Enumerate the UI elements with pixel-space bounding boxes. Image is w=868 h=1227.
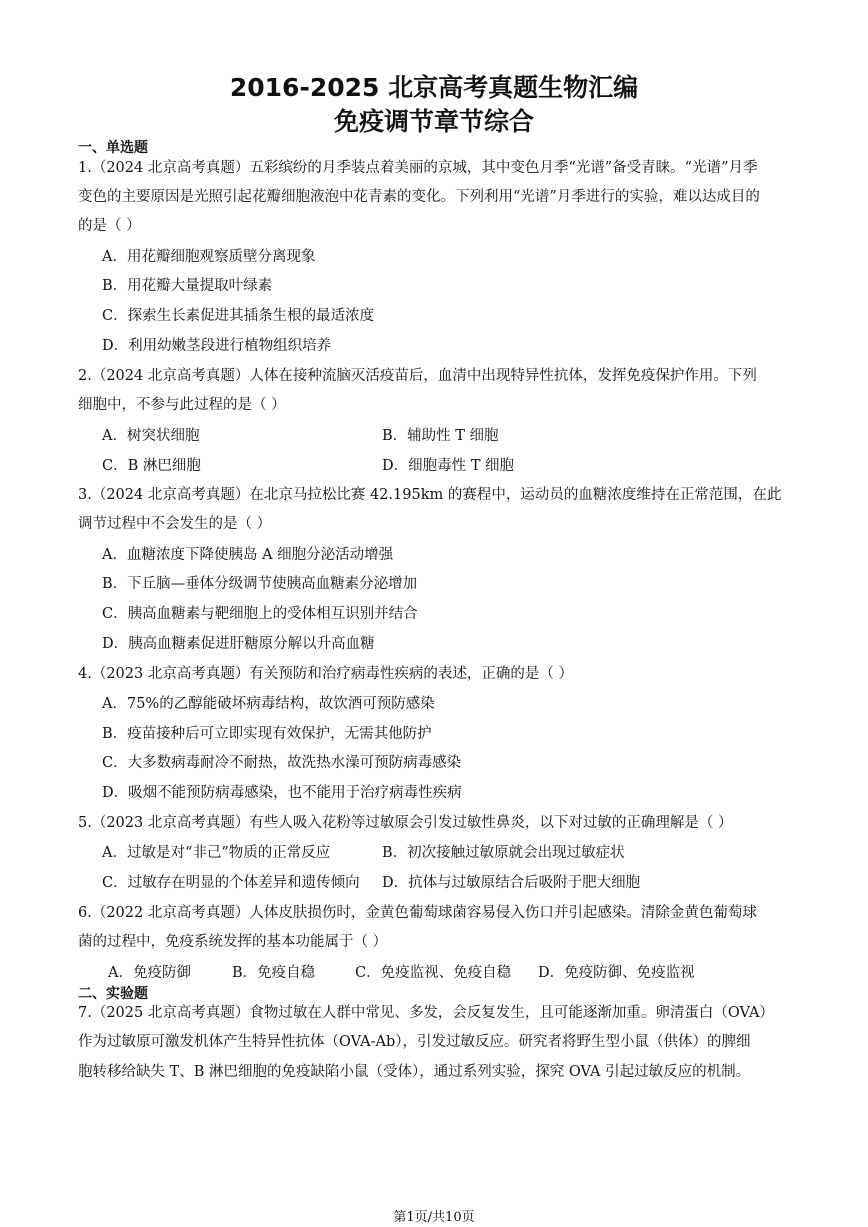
question-2-line-1: 2.（2024 北京高考真题）人体在接种流脑灭活疫苗后，血清中出现特异性抗体，发挥免疫保护作用。下列 [78,368,757,384]
question-1-line-3: 的是（ ） [78,218,141,234]
question-1-line-2: 变色的主要原因是光照引起花瓣细胞液泡中花青素的变化。下列利用“光谱”月季进行的实验，难以达成目的 [78,189,760,205]
question-3-option-b: B．下丘脑—垂体分级调节使胰高血糖素分泌增加 [102,576,418,592]
question-1-option-d: D．利用幼嫩茎段进行植物组织培养 [102,338,332,354]
question-3-line-1: 3.（2024 北京高考真题）在北京马拉松比赛 42.195km 的赛程中，运动员的血糖浓度维持在正常范围，在此 [78,487,782,503]
question-4-option-b: B．疫苗接种后可立即实现有效保护，无需其他防护 [102,726,432,742]
question-4-line-1: 4.（2023 北京高考真题）有关预防和治疗病毒性疾病的表述，正确的是（ ） [78,666,573,682]
question-4-option-a: A．75%的乙醇能破坏病毒结构，故饮酒可预防感染 [102,696,435,712]
question-2-option-a: A．树突状细胞 [102,428,200,444]
question-7-line-1: 7.（2025 北京高考真题）食物过敏在人群中常见、多发，会反复发生，且可能逐渐加重。卵清蛋白（OVA） [78,1005,774,1021]
question-6-option-a: A．免疫防御 [108,965,191,981]
question-1-option-c: C．探索生长素促进其插条生根的最适浓度 [102,308,375,324]
question-2-line-2: 细胞中，不参与此过程的是（ ） [78,397,286,413]
question-5-option-d: D．抗体与过敏原结合后吸附于肥大细胞 [382,875,641,891]
question-1-line-1: 1.（2024 北京高考真题）五彩缤纷的月季装点着美丽的京城，其中变色月季“光谱”备受青睐。“光谱”月季 [78,160,758,176]
question-5-line-1: 5.（2023 北京高考真题）有些人吸入花粉等过敏原会引发过敏性鼻炎，以下对过敏的正确理解是（ ） [78,815,733,831]
question-5-option-c: C．过敏存在明显的个体差异和遗传倾向 [102,875,360,891]
question-2-option-b: B．辅助性 T 细胞 [382,428,499,444]
section-heading-single-choice: 一、单选题 [78,140,148,156]
question-7-line-3: 胞转移给缺失 T、B 淋巴细胞的免疫缺陷小鼠（受体），通过系列实验，探究 OVA 引起过敏反应的机制。 [78,1064,751,1080]
question-6-option-d: D．免疫防御、免疫监视 [538,965,695,981]
question-2-option-c: C．B 淋巴细胞 [102,458,201,474]
question-1-option-a: A．用花瓣细胞观察质壁分离现象 [102,249,316,265]
question-5-option-b: B．初次接触过敏原就会出现过敏症状 [382,845,625,861]
question-6-option-b: B．免疫自稳 [232,965,316,981]
question-3-line-2: 调节过程中不会发生的是（ ） [78,516,272,532]
question-1-option-b: B．用花瓣大量提取叶绿素 [102,278,273,294]
question-5-option-a: A．过敏是对“非己”物质的正常反应 [102,845,331,861]
question-6-line-1: 6.（2022 北京高考真题）人体皮肤损伤时，金黄色葡萄球菌容易侵入伤口并引起感染。清除金黄色葡萄球 [78,905,757,921]
document-title: 2016-2025 北京高考真题生物汇编 [229,73,639,102]
question-3-option-a: A．血糖浓度下降使胰岛 A 细胞分泌活动增强 [102,547,394,563]
question-6-option-c: C．免疫监视、免疫自稳 [355,965,512,981]
section-heading-experiment: 二、实验题 [78,986,148,1002]
question-2-option-d: D．细胞毒性 T 细胞 [382,458,515,474]
question-6-line-2: 菌的过程中，免疫系统发挥的基本功能属于（ ） [78,934,388,950]
question-4-option-c: C．大多数病毒耐冷不耐热，故洗热水澡可预防病毒感染 [102,755,462,771]
document-subtitle: 免疫调节章节综合 [333,107,534,136]
question-3-option-c: C．胰高血糖素与靶细胞上的受体相互识别并结合 [102,606,418,622]
page-number: 第1页/共10页 [393,1210,475,1225]
question-7-line-2: 作为过敏原可激发机体产生特异性抗体（OVA-Ab），引发过敏反应。研究者将野生型小鼠（供体）的脾细 [78,1034,751,1050]
question-3-option-d: D．胰高血糖素促进肝糖原分解以升高血糖 [102,636,375,652]
question-4-option-d: D．吸烟不能预防病毒感染，也不能用于治疗病毒性疾病 [102,785,462,801]
